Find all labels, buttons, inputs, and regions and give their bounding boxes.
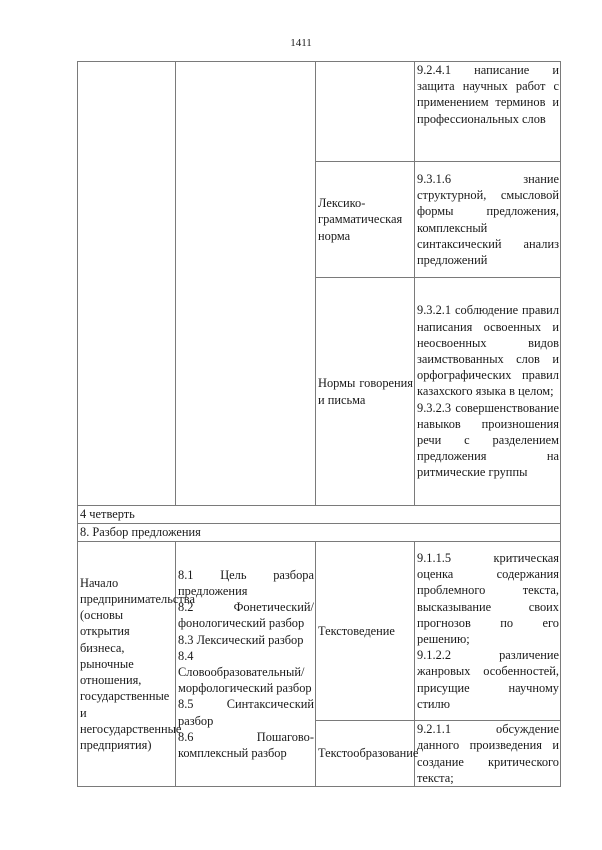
quarter-heading: 4 четверть — [78, 506, 561, 524]
table-cell-objective: 9.2.1.1 обсуждение данного произведения и создание критического текста; — [415, 721, 561, 787]
table-cell-objective: 9.3.1.6 знание структурной, смысловой формы предложения, комплексный синтаксический анализ предложений — [415, 162, 561, 278]
table-cell-subtopics — [176, 62, 316, 506]
table-cell-topic — [78, 62, 176, 506]
curriculum-table — [77, 61, 561, 787]
table-cell-section — [316, 62, 415, 162]
table-cell-section: Нормы говорения и письма — [316, 278, 415, 506]
table-cell-objective: 9.2.4.1 написание и защита научных работ с применением терминов и профессиональных слов — [415, 62, 561, 162]
table-cell-objective: 9.3.2.1 соблюдение правил написания освоенных и неосвоенных видов заимствованных слов и орфографических правил казахского языка в целом; 9.3.2.3 совершенствование навыков произношения речи с разделением предложения на ритмические группы — [415, 278, 561, 506]
table-row — [78, 542, 561, 721]
table-row — [78, 62, 561, 162]
table-cell-section: Текстообразование — [316, 721, 415, 787]
table-row-quarter — [78, 506, 561, 524]
table-cell-section: Лексико-грамматическая норма — [316, 162, 415, 278]
table-cell-section: Текстоведение — [316, 542, 415, 721]
table-cell-objective: 9.1.1.5 критическая оценка содержания проблемного текста, высказывание своих прогнозов по его решению; 9.1.2.2 различение жанровых особенностей, присущие научному стилю — [415, 542, 561, 721]
table-row-section — [78, 524, 561, 542]
section-heading: 8. Разбор предложения — [78, 524, 561, 542]
table-cell-topic: Начало предпринимательства (основы открытия бизнеса, рыночные отношения, государственные и негосударственные предприятия) — [78, 542, 176, 787]
table-cell-subtopics: 8.1 Цель разбора предложения 8.2 Фонетический/фонологический разбор 8.3 Лексический разбор 8.4 Словообразовательный/морфологический разбор 8.5 Синтаксический разбор 8.6 Пошагово-комплексный разбор — [176, 542, 316, 787]
page-number: 1411 — [290, 37, 312, 49]
